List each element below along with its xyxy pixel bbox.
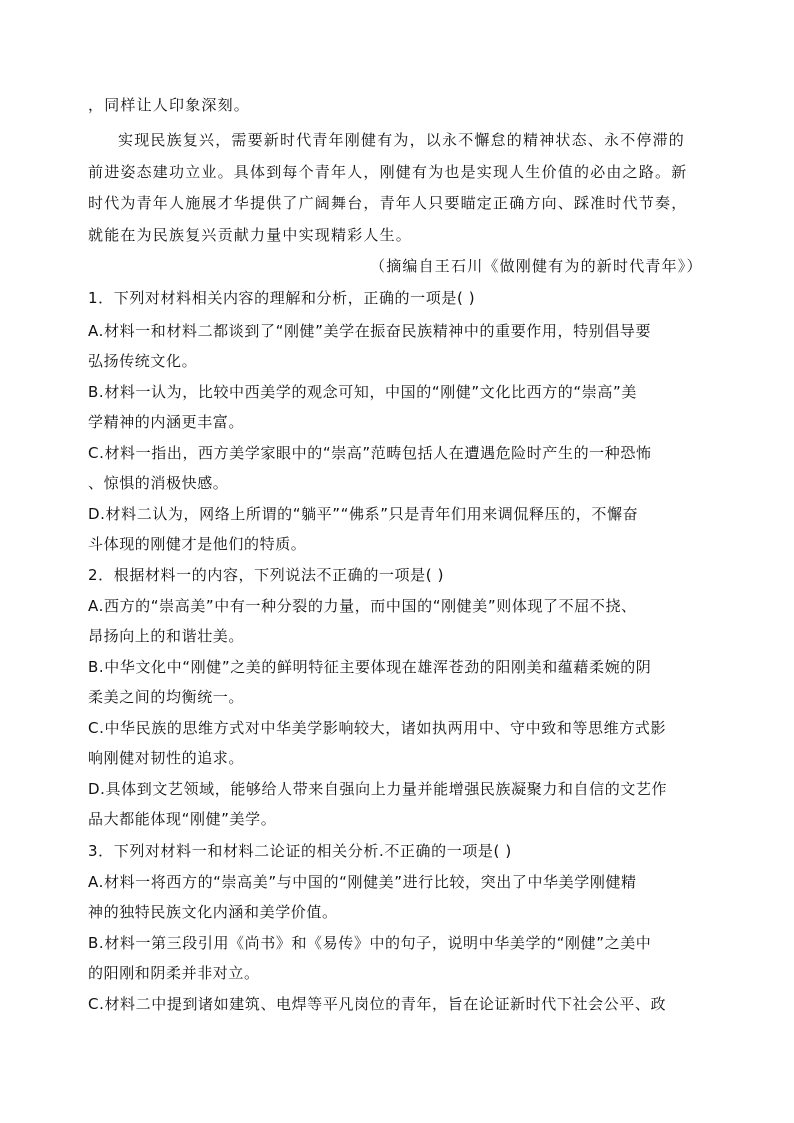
- q1-option-b: B.材料一认为，比较中西美学的观念可知，中国的“刚健”文化比西方的“崇高”美: [88, 383, 637, 401]
- q1-option-c: C.材料一指出，西方美学家眼中的“崇高”范畴包括人在遭遇危险时产生的一种恐怖: [88, 444, 652, 462]
- q2-option-d: D.具体到文艺领域，能够给人带来自强向上力量并能增强民族凝聚力和自信的文艺作: [88, 780, 668, 798]
- q3-option-a-cont: 神的独特民族文化内涵和美学价值。: [88, 903, 338, 921]
- q1-option-a: A.材料一和材料二都谈到了“刚健”美学在振奋民族精神中的重要作用，特别倡导要: [88, 322, 652, 340]
- passage-line: 就能在为民族复兴贡献力量中实现精彩人生。: [88, 226, 413, 244]
- q1-option-d-cont: 斗体现的刚健才是他们的特质。: [88, 535, 307, 553]
- passage-line: 时代为青年人施展才华提供了广阔舞台，青年人只要瞄定正确方向、踩准时代节奏，: [88, 194, 688, 212]
- passage-line: 实现民族复兴，需要新时代青年刚健有为，以永不懈怠的精神状态、永不停滞的: [118, 131, 686, 149]
- passage-line: ，同样让人印象深刻。: [88, 96, 251, 114]
- q2-option-c: C.中华民族的思维方式对中华美学影响较大，诸如执两用中、守中致和等思维方式影: [88, 719, 667, 737]
- q2-option-a: A.西方的“崇高美”中有一种分裂的力量，而中国的“刚健美”则体现了不屈不挠、: [88, 597, 637, 615]
- q3-option-b: B.材料一第三段引用《尚书》和《易传》中的句子，说明中华美学的“刚健”之美中: [88, 934, 652, 952]
- q1-option-d: D.材料二认为，网络上所谓的“躺平”“佛系”只是青年们用来调侃释压的，不懈奋: [88, 505, 639, 523]
- q2-option-c-cont: 响刚健对韧性的追求。: [88, 749, 245, 767]
- q1-option-a-cont: 弘扬传统文化。: [88, 352, 198, 370]
- q3-option-a: A.材料一将西方的“崇高美”与中国的“刚健美”进行比较，突出了中华美学刚健精: [88, 873, 637, 891]
- question-3-stem: 3．下列对材料一和材料二论证的相关分析.不正确的一项是( ): [88, 842, 512, 860]
- q2-option-b: B.中华文化中“刚健”之美的鲜明特征主要体现在雄浑苍劲的阳刚美和蕴藉柔婉的阴: [88, 658, 652, 676]
- q2-option-d-cont: 品大都能体现“刚健”美学。: [88, 810, 277, 828]
- q2-option-b-cont: 柔美之间的均衡统一。: [88, 688, 245, 706]
- q1-option-b-cont: 学精神的内涵更丰富。: [88, 413, 245, 431]
- q2-option-a-cont: 昂扬向上的和谐壮美。: [88, 627, 245, 645]
- q1-option-c-cont: 、惊惧的消极快感。: [88, 474, 229, 492]
- question-2-stem: 2．根据材料一的内容，下列说法不正确的一项是( ): [88, 566, 445, 584]
- passage-line: 前进姿态建功立业。具体到每个青年人，刚健有为也是实现人生价值的必由之路。新: [88, 163, 688, 181]
- question-1-stem: 1．下列对材料相关内容的理解和分析，正确的一项是( ): [88, 289, 476, 307]
- q3-option-c: C.材料二中提到诸如建筑、电焊等平凡岗位的青年，旨在论证新时代下社会公平、政: [88, 995, 667, 1013]
- q3-option-b-cont: 的阳刚和阴柔并非对立。: [88, 964, 260, 982]
- passage-source: （摘编自王石川《做刚健有为的新时代青年》）: [370, 257, 703, 275]
